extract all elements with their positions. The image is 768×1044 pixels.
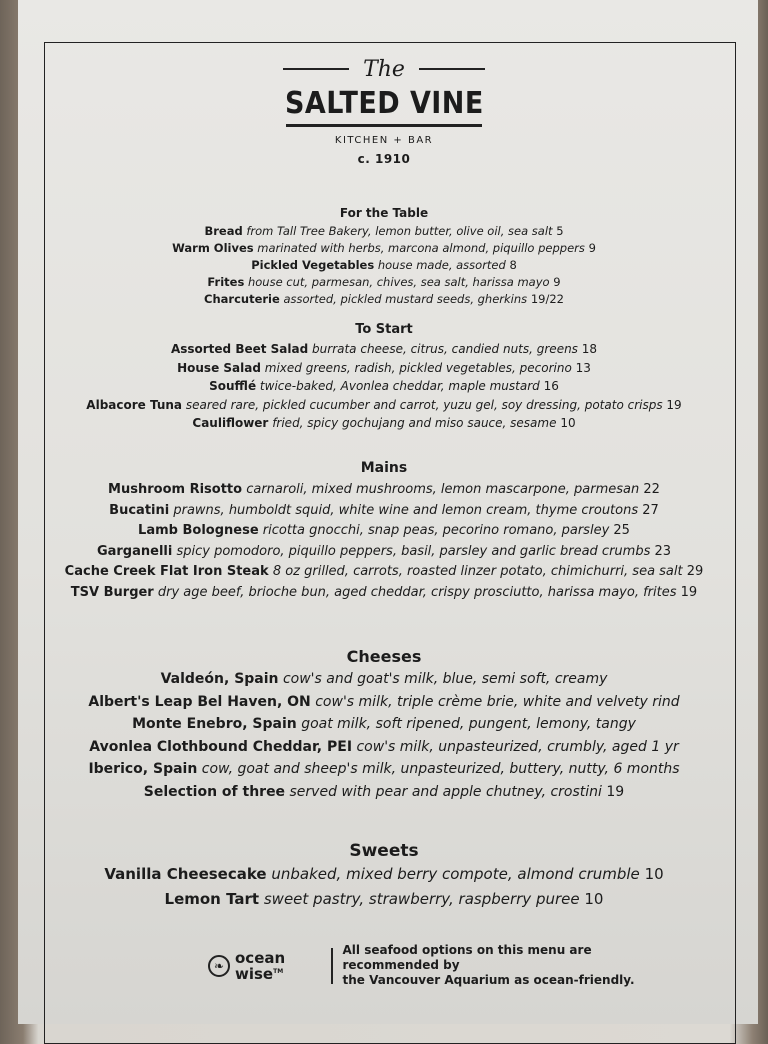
- menu-item: [0, 784, 768, 800]
- menu-item-description: assorted, pickled mustard seeds, gherkins: [283, 292, 528, 306]
- menu-item-name: Assorted Beet Salad: [170, 342, 309, 356]
- menu-item-description: cow's milk, triple crème brie, white and velvety rind: [315, 693, 680, 710]
- menu-item-description: cow's milk, unpasteurized, crumbly, aged 1 yr: [356, 738, 679, 755]
- menu-item: [0, 398, 768, 412]
- established-date: c. 1910: [357, 151, 411, 166]
- menu-item-price: 22: [643, 482, 660, 497]
- menu-item-price: 5: [556, 224, 564, 238]
- menu-item-name: Frites: [207, 275, 245, 289]
- menu-item-name: Cache Creek Flat Iron Steak: [64, 564, 269, 579]
- menu-item: [0, 379, 768, 393]
- menu-item: [0, 292, 768, 306]
- ocean-wise-note-line-1: All seafood options on this menu are recommended by: [342, 943, 592, 972]
- menu-item-price: 10: [584, 890, 604, 908]
- menu-item: [0, 585, 768, 600]
- menu-item: [0, 890, 768, 908]
- menu-item-description: marinated with herbs, marcona almond, piquillo peppers: [257, 241, 585, 255]
- menu-item-name: Bread: [204, 224, 243, 238]
- menu-item: [0, 694, 768, 710]
- section-title-mains: Mains: [360, 460, 408, 476]
- menu-item-description: twice-baked, Avonlea cheddar, maple mustard: [259, 379, 540, 393]
- menu-item-price: 29: [686, 564, 704, 579]
- menu-item-description: ricotta gnocchi, snap peas, pecorino romano, parsley: [262, 523, 610, 538]
- menu-item-description: house made, assorted: [377, 258, 506, 272]
- menu-item-name: Warm Olives: [172, 241, 254, 255]
- menu-item: [0, 361, 768, 375]
- menu-item: [0, 224, 768, 238]
- menu-item-description: prawns, humboldt squid, white wine and lemon cream, thyme croutons: [173, 502, 639, 518]
- footer-divider: [331, 948, 333, 984]
- menu-item-name: Valdeón, Spain: [160, 671, 279, 687]
- menu-item-price: 18: [581, 342, 598, 356]
- menu-item: [0, 544, 768, 559]
- menu-item: [0, 275, 768, 289]
- menu-item-name: Avonlea Clothbound Cheddar, PEI: [89, 738, 353, 755]
- restaurant-name: SALTED VINE: [284, 86, 484, 121]
- menu-item-price: 19: [680, 584, 698, 600]
- ocean-wise-word-2-row: [235, 965, 321, 981]
- ocean-wise-tm: TM: [273, 967, 284, 975]
- menu-item-description: from Tall Tree Bakery, lemon butter, olive oil, sea salt: [246, 224, 553, 238]
- menu-item: [0, 523, 768, 538]
- menu-item-description: sweet pastry, strawberry, raspberry puree: [263, 890, 580, 908]
- logo-rule-right: [419, 68, 485, 70]
- menu-item-description: unbaked, mixed berry compote, almond crumble: [271, 865, 640, 883]
- menu-item-price: 19: [666, 397, 682, 412]
- menu-item-name: Lemon Tart: [164, 890, 260, 908]
- menu-item-name: Lamb Bolognese: [138, 523, 259, 538]
- menu-item-name: House Salad: [177, 360, 261, 375]
- menu-item-description: house cut, parmesan, chives, sea salt, harissa mayo: [247, 275, 550, 289]
- menu-item-name: Vanilla Cheesecake: [104, 865, 267, 883]
- ocean-wise-wordmark: [235, 948, 321, 983]
- menu-item-name: Cauliflower: [192, 416, 269, 430]
- ocean-wise-logo: [208, 948, 321, 983]
- logo-top-row: [0, 52, 768, 86]
- logo-rule-bottom: [286, 124, 482, 127]
- section-title-cheeses: Cheeses: [346, 647, 422, 666]
- menu-item-name: Selection of three: [143, 783, 286, 800]
- menu-item-price: 13: [575, 360, 591, 375]
- menu-item-name: Pickled Vegetables: [251, 258, 375, 272]
- menu-item: [0, 716, 768, 732]
- menu-item-price: 9: [553, 275, 561, 289]
- ocean-wise-footer: [208, 943, 673, 988]
- ocean-wise-word-2: wise: [235, 964, 274, 983]
- menu-item: [0, 258, 768, 272]
- menu-item-description: carnaroli, mixed mushrooms, lemon mascarpone, parmesan: [246, 482, 640, 497]
- menu-item-price: 23: [654, 543, 672, 559]
- menu-item-price: 10: [560, 416, 576, 430]
- menu-item-name: Monte Enebro, Spain: [132, 716, 297, 732]
- menu-item-price: 8: [509, 258, 517, 272]
- logo-the: The: [363, 56, 405, 82]
- menu-item: [0, 739, 768, 755]
- menu-item-description: seared rare, pickled cucumber and carrot, yuzu gel, soy dressing, potato crisps: [185, 397, 663, 412]
- menu-item-description: cow's and goat's milk, blue, semi soft, creamy: [282, 671, 608, 687]
- menu-item-description: served with pear and apple chutney, crostini: [289, 783, 602, 800]
- restaurant-header: [0, 52, 768, 166]
- menu-item-name: Charcuterie: [204, 292, 280, 306]
- fish-circle-icon: ❧: [208, 955, 230, 977]
- logo-rule-left: [283, 68, 349, 70]
- menu-item-price: 19/22: [530, 292, 564, 306]
- menu-item-name: Albert's Leap Bel Haven, ON: [88, 693, 311, 710]
- menu-item-description: spicy pomodoro, piquillo peppers, basil, parsley and garlic bread crumbs: [176, 543, 651, 559]
- menu-item: [0, 671, 768, 687]
- menu-item-description: 8 oz grilled, carrots, roasted linzer potato, chimichurri, sea salt: [272, 564, 683, 579]
- section-title-to-start: To Start: [355, 322, 413, 337]
- menu-item-description: goat milk, soft ripened, pungent, lemony, tangy: [301, 716, 636, 732]
- menu-item-price: 10: [644, 865, 664, 883]
- menu-item-description: fried, spicy gochujang and miso sauce, sesame: [272, 416, 557, 430]
- menu-item-price: 19: [606, 783, 625, 800]
- menu-item-name: Albacore Tuna: [86, 397, 183, 412]
- menu-item: [0, 416, 768, 430]
- menu-item-description: dry age beef, brioche bun, aged cheddar, crispy prosciutto, harissa mayo, frites: [157, 584, 677, 600]
- ocean-wise-note-line-2: the Vancouver Aquarium as ocean-friendly.: [342, 973, 635, 987]
- menu-item-name: Garganelli: [96, 543, 173, 559]
- menu-item-description: mixed greens, radish, pickled vegetables, pecorino: [264, 360, 572, 375]
- menu-item: [0, 241, 768, 255]
- menu-item-price: 27: [642, 502, 659, 518]
- menu-item-price: 16: [543, 379, 559, 393]
- menu-item: [0, 761, 768, 777]
- menu-item-name: TSV Burger: [70, 584, 154, 600]
- menu-item: [0, 564, 768, 579]
- section-title-for-the-table: For the Table: [339, 206, 429, 220]
- menu-item-price: 9: [588, 241, 596, 255]
- menu-item-name: Bucatini: [109, 502, 170, 518]
- section-title-sweets: Sweets: [349, 841, 419, 861]
- menu-item-description: burrata cheese, citrus, candied nuts, greens: [312, 342, 578, 356]
- menu-item: [0, 342, 768, 356]
- restaurant-subtitle: KITCHEN + BAR: [334, 134, 434, 146]
- menu-item-description: cow, goat and sheep's milk, unpasteurized, buttery, nutty, 6 months: [201, 761, 680, 777]
- menu-item-price: 25: [613, 523, 630, 538]
- menu-item: [0, 865, 768, 883]
- menu-item-name: Soufflé: [209, 379, 257, 393]
- menu-item-name: Iberico, Spain: [88, 761, 198, 777]
- menu-item: [0, 482, 768, 497]
- ocean-wise-word-1: ocean: [235, 948, 286, 967]
- menu-item-name: Mushroom Risotto: [108, 482, 243, 497]
- menu-item: [0, 503, 768, 518]
- ocean-wise-note: [343, 943, 673, 988]
